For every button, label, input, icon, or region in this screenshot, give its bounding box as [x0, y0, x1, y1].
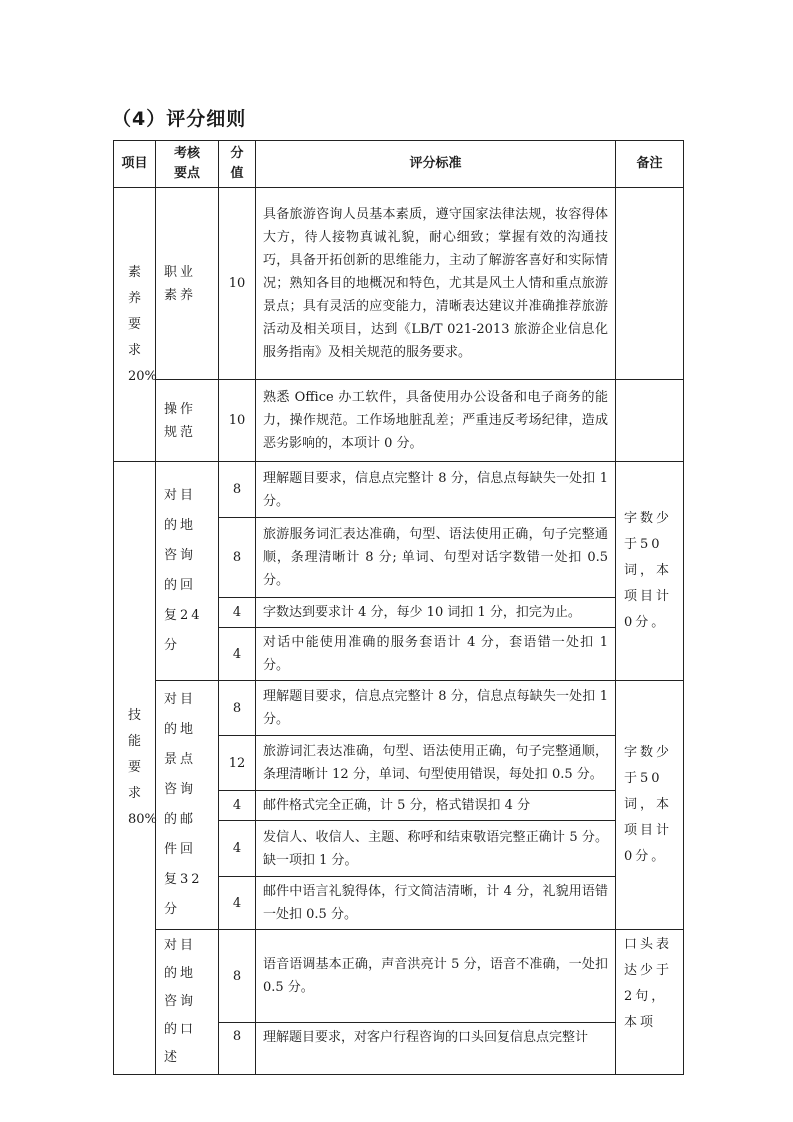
score-cell: 4 [219, 877, 256, 930]
standard-cell: 邮件格式完全正确，计 5 分，格式错误扣 4 分 [256, 791, 616, 821]
item-cell: 对目的地咨询的回复24分 [156, 462, 219, 681]
score-cell: 10 [219, 188, 256, 380]
item-cell: 操作规范 [156, 380, 219, 462]
standard-cell: 字数达到要求计 4 分，每少 10 词扣 1 分，扣完为止。 [256, 598, 616, 628]
score-cell: 4 [219, 628, 256, 681]
note-cell: 字数少于50词，本项目计0分。 [616, 681, 684, 930]
score-cell: 8 [219, 462, 256, 518]
note-cell [616, 188, 684, 380]
header-score: 分值 [219, 141, 256, 188]
header-standard: 评分标准 [256, 141, 616, 188]
score-cell: 4 [219, 598, 256, 628]
score-cell: 12 [219, 736, 256, 791]
table-row [114, 681, 684, 736]
item-cell: 对目的地景点咨询的邮件回复32分 [156, 681, 219, 930]
score-cell: 4 [219, 791, 256, 821]
standard-cell: 发信人、收信人、主题、称呼和结束敬语完整正确计 5 分。缺一项扣 1 分。 [256, 821, 616, 877]
standard-cell: 理解题目要求，信息点完整计 8 分，信息点每缺失一处扣 1 分。 [256, 681, 616, 736]
standard-cell: 熟悉 Office 办工软件，具备使用办公设备和电子商务的能力，操作规范。工作场地脏乱差；严重违反考场纪律，造成恶劣影响的，本项计 0 分。 [256, 380, 616, 462]
table-header-row [114, 141, 684, 188]
note-cell [616, 380, 684, 462]
standard-cell: 语音语调基本正确，声音洪亮计 5 分，语音不准确，一处扣 0.5 分。 [256, 930, 616, 1023]
standard-cell: 具备旅游咨询人员基本素质，遵守国家法律法规，妆容得体大方，待人接物真诚礼貌，耐心细致；掌握有效的沟通技巧，具备开拓创新的思维能力，主动了解游客喜好和实际情况；熟知各目的地概况和特色，尤其是风土人情和重点旅游景点；具有灵活的应变能力，清晰表达建议并准确推荐旅游活动及相关项目，达到《LB/T 021-2013 旅游企业信息化服务指南》及相关规范的服务要求。 [256, 188, 616, 380]
header-key-point: 考核要点 [156, 141, 219, 188]
standard-cell: 旅游服务词汇表达准确，句型、语法使用正确，句子完整通顺，条理清晰计 8 分; 单词、句型对话字数错一处扣 0.5 分。 [256, 518, 616, 598]
standard-cell: 对话中能使用准确的服务套语计 4 分，套语错一处扣 1 分。 [256, 628, 616, 681]
note-cell: 字数少于50词，本项目计0分。 [616, 462, 684, 681]
section-heading: （4）评分细则 [112, 108, 247, 130]
item-cell: 职业素养 [156, 188, 219, 380]
standard-cell: 理解题目要求，信息点完整计 8 分，信息点每缺失一处扣 1 分。 [256, 462, 616, 518]
standard-cell: 旅游词汇表达准确，句型、语法使用正确，句子完整通顺，条理清晰计 12 分，单词、句型使用错误，每处扣 0.5 分。 [256, 736, 616, 791]
score-cell: 10 [219, 380, 256, 462]
score-cell: 8 [219, 1023, 256, 1075]
standard-cell: 理解题目要求，对客户行程咨询的口头回复信息点完整计 [256, 1023, 616, 1075]
score-cell: 8 [219, 518, 256, 598]
score-cell: 8 [219, 681, 256, 736]
table-row [114, 188, 684, 380]
table-row [114, 930, 684, 1023]
table-row [114, 462, 684, 518]
note-cell: 口头表达少于2句，本项 [616, 930, 684, 1075]
score-cell: 4 [219, 821, 256, 877]
standard-cell: 邮件中语言礼貌得体，行文简洁清晰，计 4 分，礼貌用语错一处扣 0.5 分。 [256, 877, 616, 930]
item-cell: 对目的地咨询的口述 [156, 930, 219, 1075]
category-cell: 技能要求80% [114, 462, 156, 1075]
category-cell: 素养要求20% [114, 188, 156, 462]
header-project: 项目 [114, 141, 156, 188]
table-row [114, 380, 684, 462]
scoring-table [113, 140, 684, 1075]
header-note: 备注 [616, 141, 684, 188]
score-cell: 8 [219, 930, 256, 1023]
